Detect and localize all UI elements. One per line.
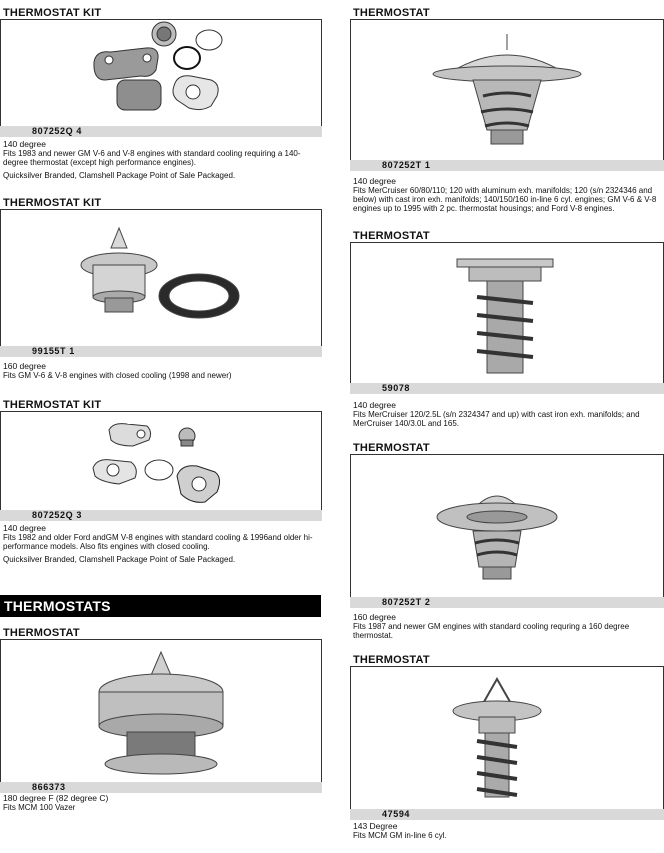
product-image xyxy=(350,242,664,383)
degree-text: 140 degree xyxy=(3,139,47,149)
product-image xyxy=(350,19,664,160)
degree-text: 140 degree xyxy=(353,400,397,410)
package-note: Quicksilver Branded, Clamshell Package Point of Sale Packaged. xyxy=(3,171,236,180)
degree-text: 143 Degree xyxy=(353,821,398,831)
degree-text: 140 degree xyxy=(353,176,397,186)
part-number: 807252T 2 xyxy=(350,597,664,608)
product-image xyxy=(0,19,322,126)
product-title: THERMOSTAT KIT xyxy=(3,399,102,411)
fitment-description: Fits MerCruiser 120/2.5L (s/n 2324347 and up) with cast iron exh. manifolds; and MerCruiser 140/3.0L and 165. xyxy=(353,410,640,428)
product-title: THERMOSTAT KIT xyxy=(3,7,102,19)
product-image xyxy=(0,411,322,510)
part-number: 866373 xyxy=(0,782,322,793)
part-number: 807252Q 3 xyxy=(0,510,322,521)
product-title: THERMOSTAT xyxy=(353,7,430,19)
product-kit-807252q3 xyxy=(0,399,322,564)
fitment-description: Fits GM V-6 & V-8 engines with closed cooling (1998 and newer) xyxy=(3,371,232,380)
part-number: 47594 xyxy=(350,809,664,820)
product-59078 xyxy=(350,230,664,428)
section-header-thermostats: THERMOSTATS xyxy=(0,595,321,617)
product-title: THERMOSTAT xyxy=(353,230,430,242)
fitment-description: Fits MCM GM in-line 6 cyl. xyxy=(353,831,447,840)
product-title: THERMOSTAT KIT xyxy=(3,197,102,209)
degree-text: 160 degree xyxy=(353,612,397,622)
fitment-description: Fits 1983 and newer GM V-6 and V-8 engines with standard cooling requiring a 140-degree thermostat (except high performance engines). xyxy=(3,149,301,167)
package-note: Quicksilver Branded, Clamshell Package Point of Sale Packaged. xyxy=(3,555,236,564)
product-866373 xyxy=(0,627,322,812)
part-number: 807252T 1 xyxy=(350,160,664,171)
part-number: 99155T 1 xyxy=(0,346,322,357)
fitment-description: Fits 1987 and newer GM engines with standard cooling requring a 160 degree thermostat. xyxy=(353,622,630,640)
part-number: 59078 xyxy=(350,383,664,394)
fitment-description: Fits 1982 and older Ford andGM V-8 engines with standard cooling & 1996and older hi-performance models. Also fits engines with closed cooling. xyxy=(3,533,313,551)
fitment-description: Fits MerCruiser 60/80/110; 120 with aluminum exh. manifolds; 120 (s/n 2324346 and below) with cast iron exh. manifolds; 140/150/160 in-line 6 cyl. engines; GM V-6 & V-8 engines up to 1995 with 2 pc. thermostat housings; and Ford V-8 engines. xyxy=(353,186,657,213)
product-807252t2 xyxy=(350,442,664,640)
degree-text: 160 degree xyxy=(3,361,47,371)
degree-text: 140 degree xyxy=(3,523,47,533)
degree-text: 180 degree F (82 degree C) xyxy=(3,793,109,803)
product-kit-99155t1 xyxy=(0,197,322,380)
product-807252t1 xyxy=(350,7,664,213)
product-image xyxy=(0,209,322,346)
product-image xyxy=(0,639,322,782)
product-title: THERMOSTAT xyxy=(353,654,430,666)
part-number: 807252Q 4 xyxy=(0,126,322,137)
product-title: THERMOSTAT xyxy=(353,442,430,454)
product-title: THERMOSTAT xyxy=(3,627,80,639)
product-image xyxy=(350,666,664,809)
product-47594 xyxy=(350,654,664,840)
fitment-description: Fits MCM 100 Vazer xyxy=(3,803,76,812)
product-image xyxy=(350,454,664,597)
product-kit-807252q4 xyxy=(0,7,322,180)
